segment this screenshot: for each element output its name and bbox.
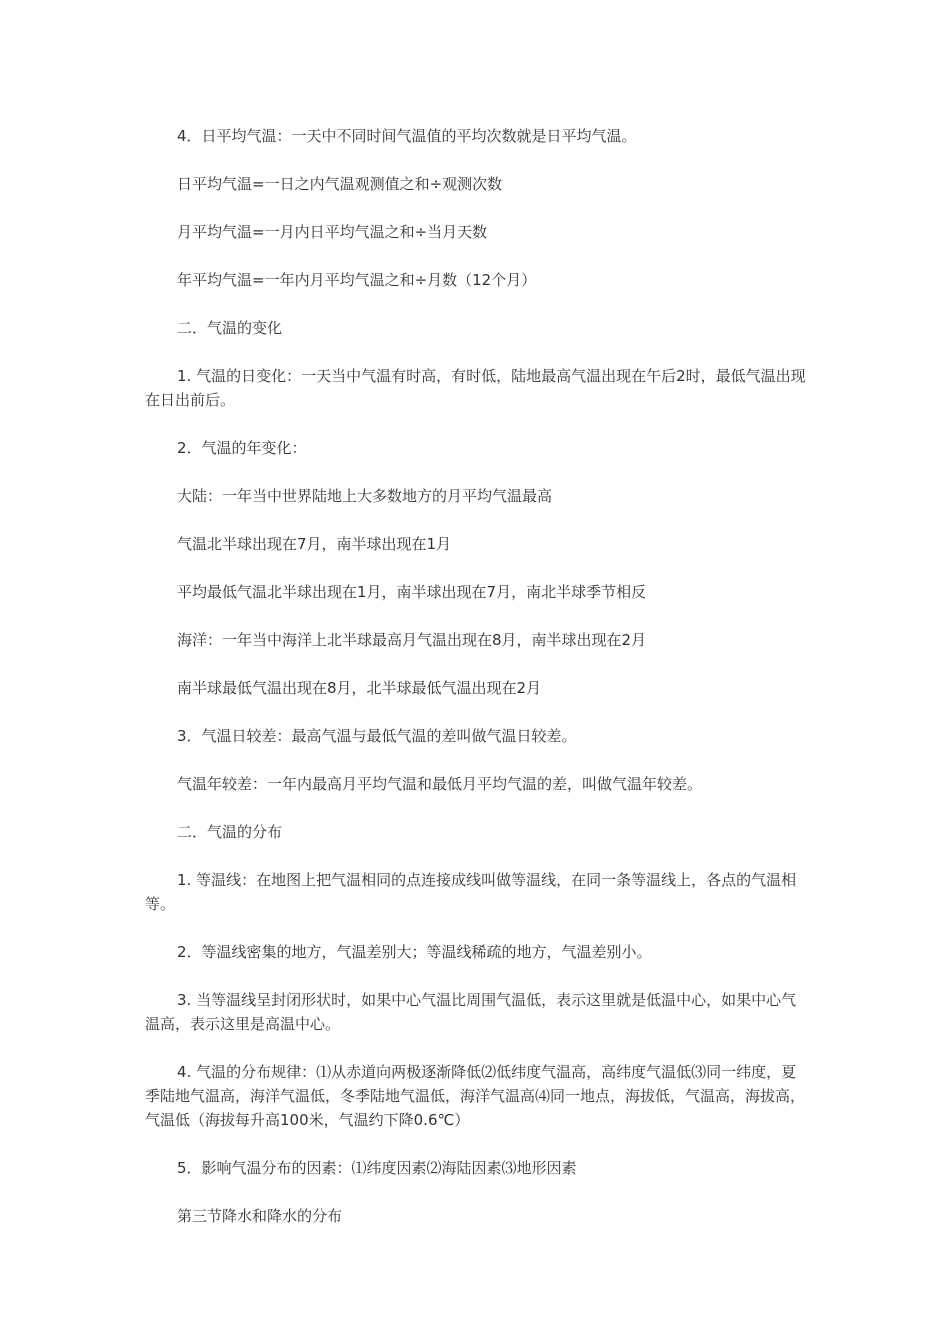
paragraph-daily-mean-temperature: 4．日平均气温：一天中不同时间气温值的平均次数就是日平均气温。 — [177, 127, 637, 145]
paragraph-closed-isotherm: 3. 当等温线呈封闭形状时，如果中心气温比周围气温低，表示这里就是低温中心，如果中心气温高，表示这里是高温中心。 — [145, 991, 797, 1033]
paragraph-isotherm-density: 2．等温线密集的地方，气温差别大；等温线稀疏的地方，气温差别小。 — [177, 943, 652, 961]
paragraph-isotherm: 1. 等温线：在地图上把气温相同的点连接成线叫做等温线，在同一条等温线上，各点的气温相等。 — [145, 871, 797, 913]
formula-monthly-mean: 月平均气温=一月内日平均气温之和÷当月天数 — [177, 223, 488, 241]
paragraph-distribution-factors: 5．影响气温分布的因素：⑴纬度因素⑵海陆因素⑶地形因素 — [177, 1159, 577, 1177]
paragraph-annual-range: 气温年较差：一年内最高月平均气温和最低月平均气温的差，叫做气温年较差。 — [177, 775, 703, 793]
paragraph-annual-change: 2．气温的年变化： — [177, 439, 307, 457]
paragraph-hemisphere-min: 平均最低气温北半球出现在1月，南半球出现在7月，南北半球季节相反 — [177, 583, 647, 601]
section-title-precipitation: 第三节降水和降水的分布 — [177, 1207, 343, 1225]
document-page — [145, 124, 810, 1252]
heading-temperature-distribution: 二．气温的分布 — [177, 823, 283, 841]
heading-temperature-change: 二．气温的变化 — [177, 319, 283, 337]
paragraph-daily-range: 3．气温日较差：最高气温与最低气温的差叫做气温日较差。 — [177, 727, 577, 745]
paragraph-ocean-min: 南半球最低气温出现在8月，北半球最低气温出现在2月 — [177, 679, 542, 697]
formula-daily-mean: 日平均气温=一日之内气温观测值之和÷观测次数 — [177, 175, 503, 193]
formula-yearly-mean: 年平均气温=一年内月平均气温之和÷月数（12个月） — [177, 271, 537, 289]
paragraph-ocean: 海洋：一年当中海洋上北半球最高月气温出现在8月，南半球出现在2月 — [177, 631, 647, 649]
paragraph-continent: 大陆：一年当中世界陆地上大多数地方的月平均气温最高 — [177, 487, 553, 505]
paragraph-distribution-rules: 4. 气温的分布规律：⑴从赤道向两极逐渐降低⑵低纬度气温高，高纬度气温低⑶同一纬度，夏季陆地气温高，海洋气温低，冬季陆地气温低，海洋气温高⑷同一地点，海拔低，气温高，海拔高，气温低（海拔每升高100米，气温约下降0.6℃） — [145, 1063, 806, 1129]
paragraph-daily-change: 1. 气温的日变化：一天当中气温有时高，有时低，陆地最高气温出现在午后2时，最低气温出现在日出前后。 — [145, 367, 806, 409]
paragraph-hemisphere-max: 气温北半球出现在7月，南半球出现在1月 — [177, 535, 452, 553]
